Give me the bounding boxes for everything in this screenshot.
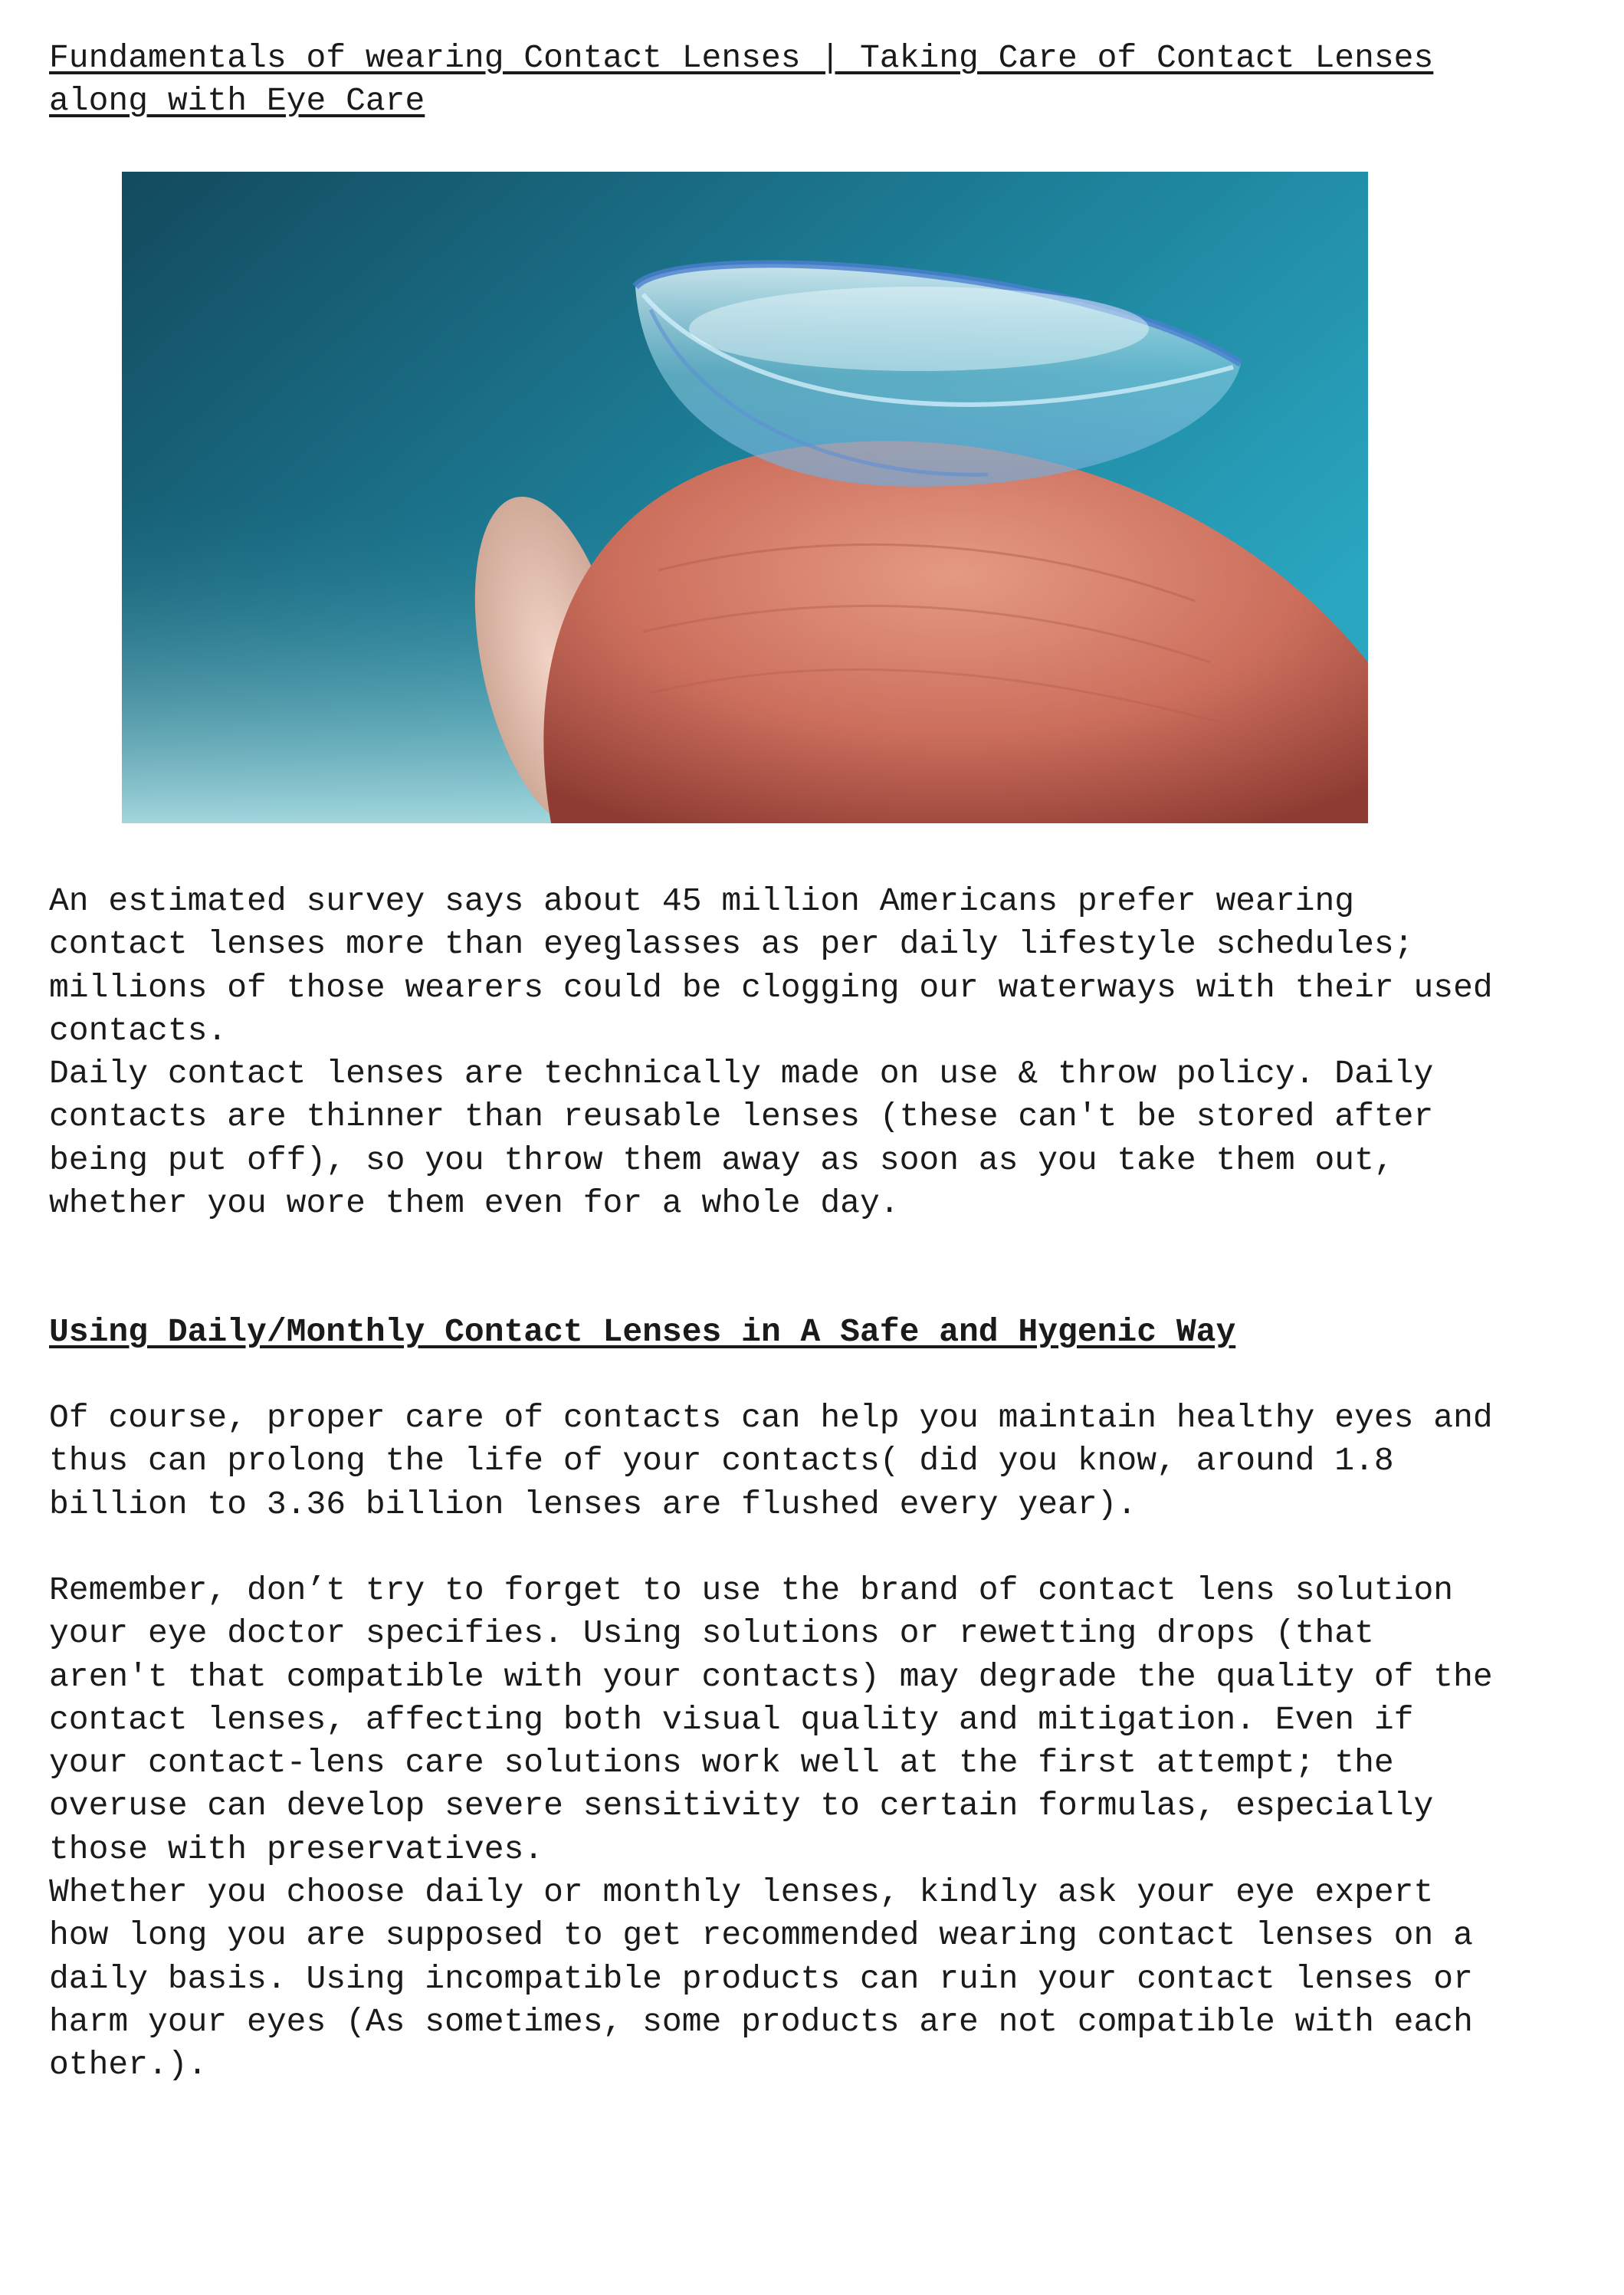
daily-lenses-paragraph: Daily contact lenses are technically made on use & throw policy. Daily contacts are thinner than reusable lenses (these can't be stored after being put off), so you throw them away as soon as you take them out, whether you wore them even for a whole day.: [49, 1055, 1434, 1222]
hero-image-contact-lens: [122, 172, 1368, 823]
article-title: Fundamentals of wearing Contact Lenses | Taking Care of Contact Lenses along with Eye Care: [49, 39, 1434, 120]
care-paragraph: Of course, proper care of contacts can help you maintain healthy eyes and thus can prolong the life of your contacts( did you know, around 1.8 billion to 3.36 billion lenses are flushed every year).: [49, 1399, 1493, 1523]
recommendation-paragraph: Whether you choose daily or monthly lenses, kindly ask your eye expert how long you are supposed to get recommended wearing contact lenses on a daily basis. Using incompatible products can ruin your contact lenses or harm your eyes (As sometimes, some products are not compatible with each other.).: [49, 1873, 1473, 2084]
solution-paragraph: Remember, don’t try to forget to use the brand of contact lens solution your eye doctor specifies. Using solutions or rewetting drops (that aren't that compatible with your contacts) may degrade the quality of the contact lenses, affecting both visual quality and mitigation. Even if your contact-lens care solutions work well at the first attempt; the overuse can develop severe sensitivity to certain formulas, especially those with preservatives.: [49, 1571, 1493, 1868]
section-heading: Using Daily/Monthly Contact Lenses in A Safe and Hygenic Way: [49, 1313, 1236, 1351]
intro-paragraph: An estimated survey says about 45 million Americans prefer wearing contact lenses more than eyeglasses as per daily lifestyle schedules; millions of those wearers could be clogging our waterways with their used contacts.: [49, 882, 1493, 1049]
